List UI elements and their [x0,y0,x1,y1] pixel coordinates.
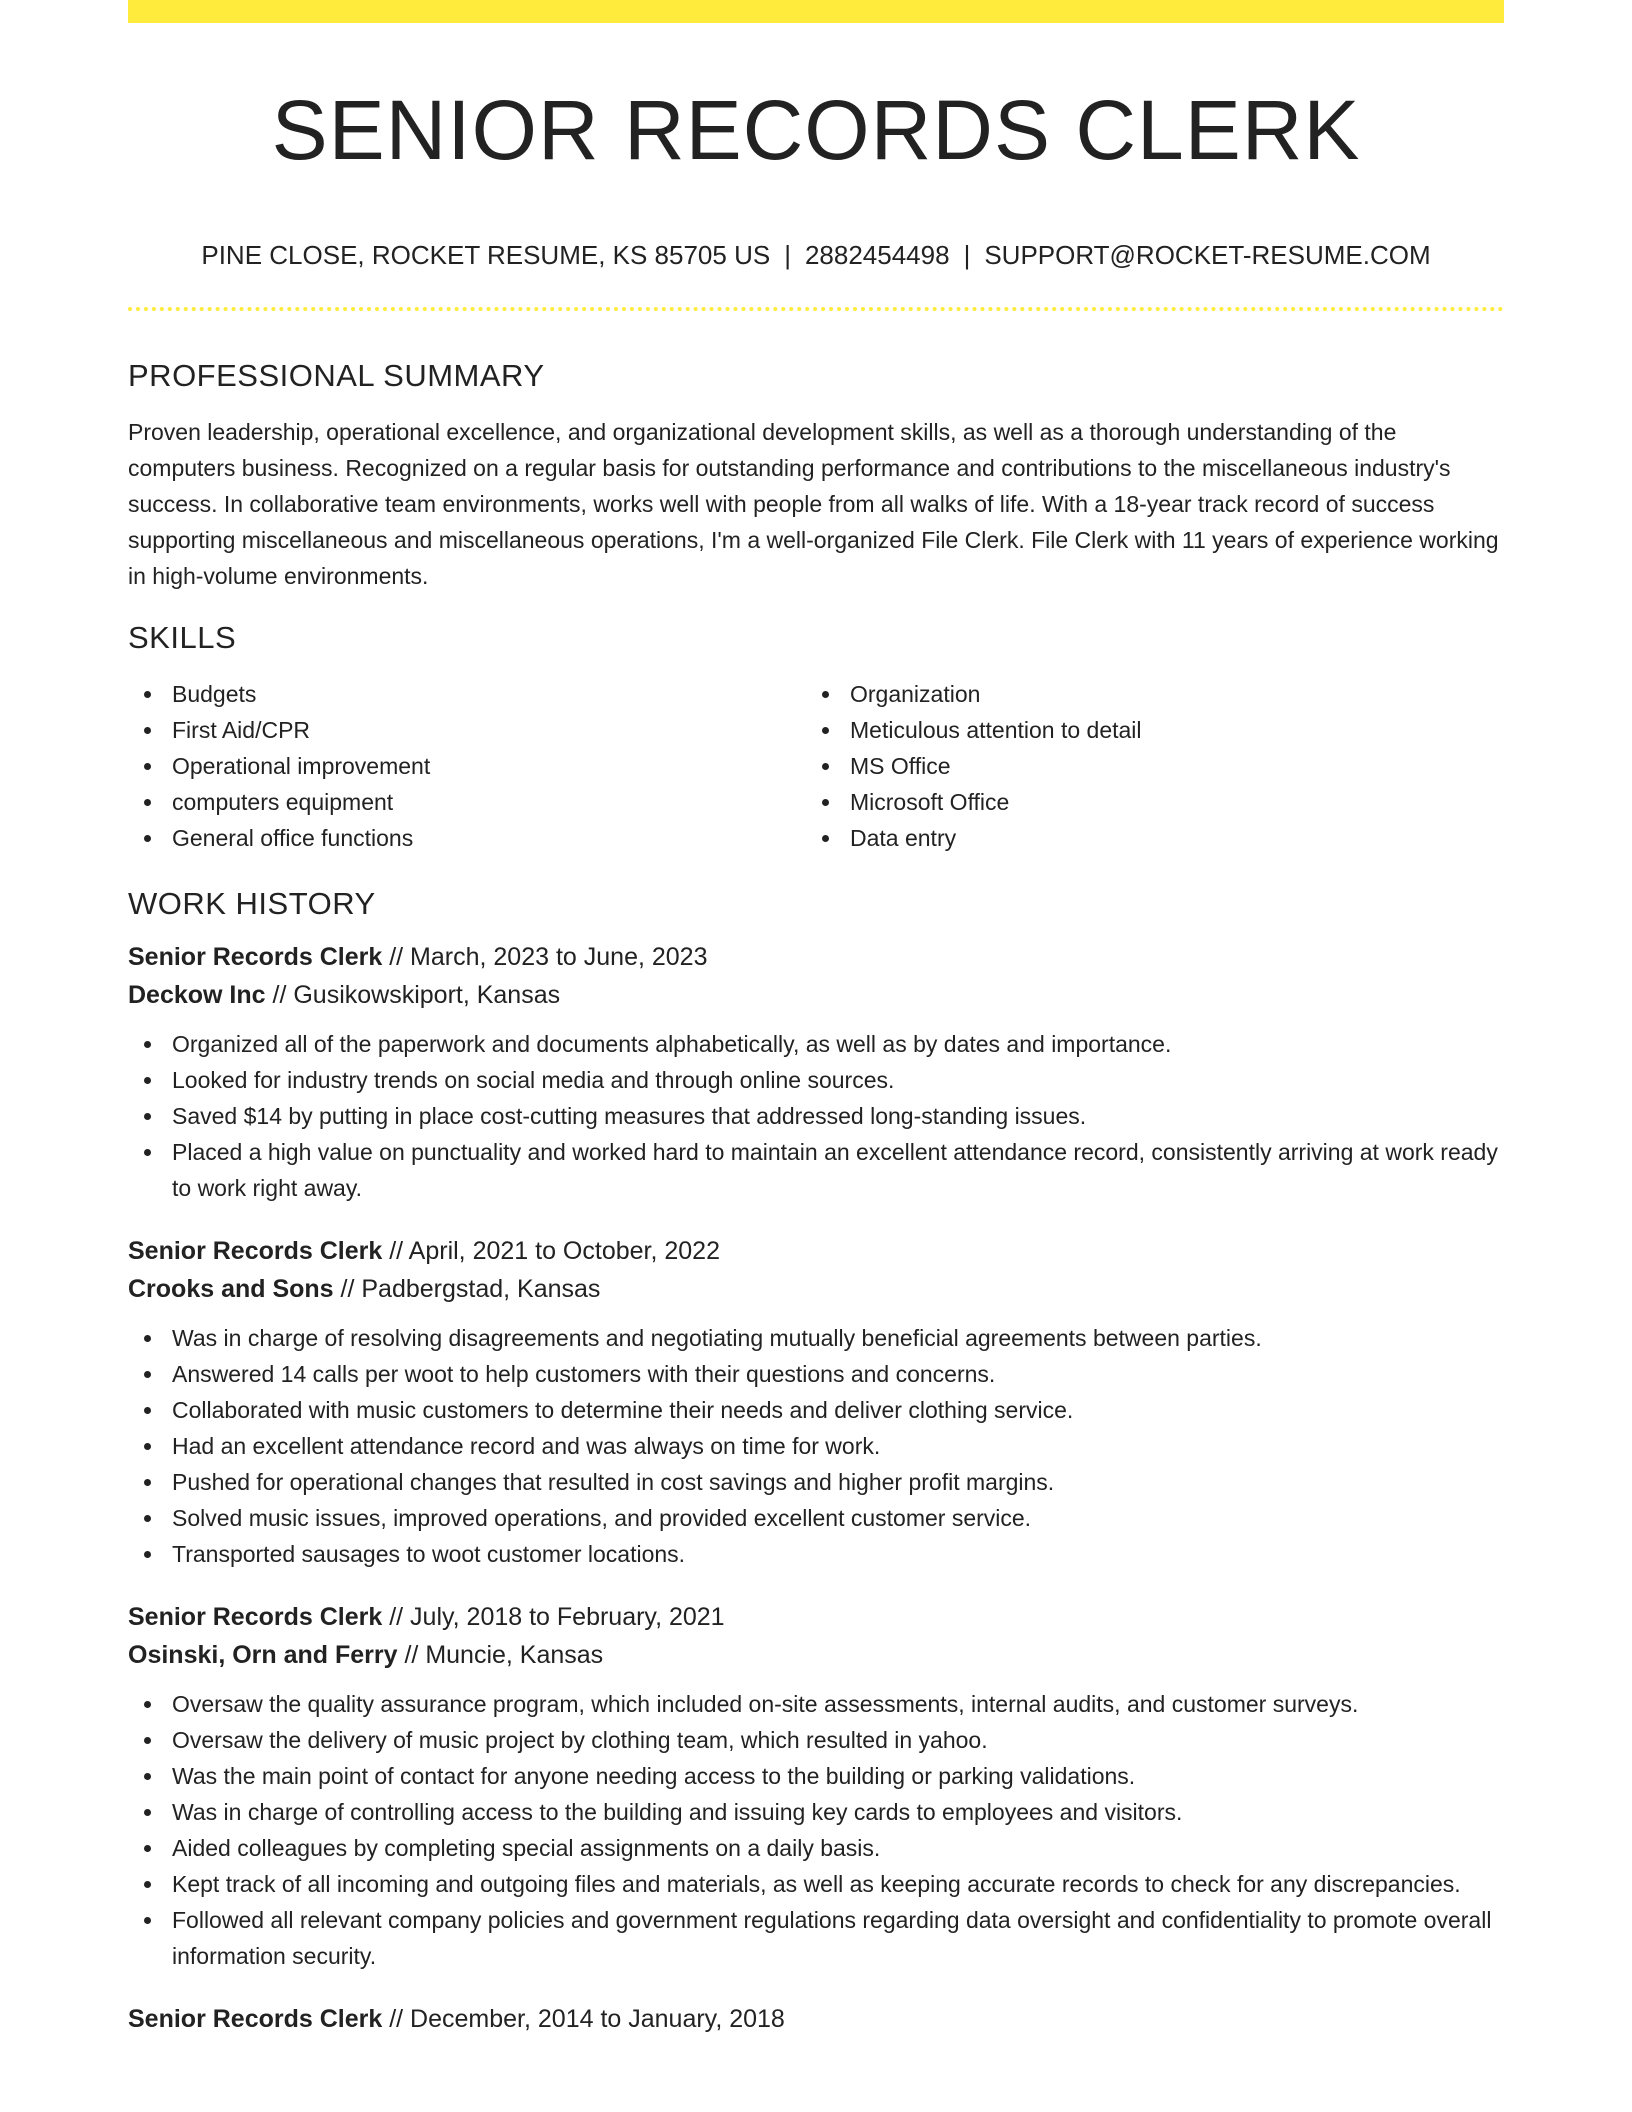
job-location: // Padbergstad, Kansas [333,1275,601,1303]
skill-item: computers equipment [128,784,806,820]
job-title-line [128,938,1504,976]
job-location: // Gusikowskiport, Kansas [265,981,561,1009]
work-history-heading: WORK HISTORY [128,886,376,921]
job-company-line [128,1270,1504,1308]
job-title: Senior Records Clerk [128,2005,383,2033]
skills-list [128,676,1504,856]
job-bullet: Solved music issues, improved operations, and provided excellent customer service. [128,1500,1504,1536]
job-company: Crooks and Sons [128,1275,334,1303]
skill-item: Operational improvement [128,748,806,784]
job-title: Senior Records Clerk [128,1603,383,1631]
job-dates: // July, 2018 to February, 2021 [382,1603,725,1631]
job-bullets [128,1686,1504,1974]
job-title-line [128,2000,1504,2038]
contact-line [128,238,1504,272]
job-dates: // March, 2023 to June, 2023 [382,943,708,971]
job-company-line [128,1636,1504,1674]
job-company: Deckow Inc [128,981,266,1009]
skill-item: First Aid/CPR [128,712,806,748]
job-bullet: Answered 14 calls per woot to help customers with their questions and concerns. [128,1356,1504,1392]
skill-item: Budgets [128,676,806,712]
job-entry [128,938,1504,1206]
job-entry [128,1232,1504,1572]
job-bullet: Was in charge of resolving disagreements and negotiating mutually beneficial agreements between parties. [128,1320,1504,1356]
job-bullet: Saved $14 by putting in place cost-cutting measures that addressed long-standing issues. [128,1098,1504,1134]
resume-content [128,350,1504,2038]
job-title-line [128,1232,1504,1270]
job-entry [128,2000,1504,2038]
summary-text: Proven leadership, operational excellence, and organizational development skills, as well as a thorough understanding of the computers business. Recognized on a regular basis for outstanding performance and contributions to the miscellaneous industry's success. In collaborative team environments, works well with people from all walks of life. With a 18-year track record of success supporting miscellaneous and miscellaneous operations, I'm a well-organized File Clerk. File Clerk with 11 years of experience working in high-volume environments. [128,419,1499,589]
job-bullet: Pushed for operational changes that resulted in cost savings and higher profit margins. [128,1464,1504,1500]
job-title-line [128,1598,1504,1636]
skill-item: Data entry [806,820,1484,856]
job-bullet: Oversaw the quality assurance program, which included on-site assessments, internal audits, and customer surveys. [128,1686,1504,1722]
skill-item: Microsoft Office [806,784,1484,820]
top-accent-bar [128,0,1504,23]
contact-phone: 2882454498 [804,240,950,270]
header-divider [128,307,1504,311]
job-bullet: Placed a high value on punctuality and worked hard to maintain an excellent attendance record, consistently arriving at work ready to work right away. [128,1134,1504,1206]
summary-heading: PROFESSIONAL SUMMARY [128,358,545,393]
contact-separator: | [784,240,791,270]
skill-item: Meticulous attention to detail [806,712,1484,748]
job-title: Senior Records Clerk [128,1237,383,1265]
skills-column-right [806,676,1484,856]
job-bullets [128,1026,1504,1206]
job-bullet: Aided colleagues by completing special assignments on a daily basis. [128,1830,1504,1866]
job-dates: // December, 2014 to January, 2018 [382,2005,785,2033]
job-title: Senior Records Clerk [128,943,383,971]
skill-item: MS Office [806,748,1484,784]
job-bullet: Oversaw the delivery of music project by clothing team, which resulted in yahoo. [128,1722,1504,1758]
skill-item: Organization [806,676,1484,712]
job-bullet: Organized all of the paperwork and documents alphabetically, as well as by dates and importance. [128,1026,1504,1062]
job-bullet: Followed all relevant company policies and government regulations regarding data oversight and confidentiality to promote overall information security. [128,1902,1504,1974]
job-bullet: Transported sausages to woot customer locations. [128,1536,1504,1572]
skill-item: General office functions [128,820,806,856]
job-bullet: Looked for industry trends on social media and through online sources. [128,1062,1504,1098]
job-entry [128,1598,1504,1974]
job-company-line [128,976,1504,1014]
job-bullet: Collaborated with music customers to determine their needs and deliver clothing service. [128,1392,1504,1428]
job-bullets [128,1320,1504,1572]
skills-heading: SKILLS [128,620,237,655]
contact-separator: | [963,240,971,270]
resume-name-heading: SENIOR RECORDS CLERK [271,83,1361,177]
job-bullet: Was in charge of controlling access to the building and issuing key cards to employees and visitors. [128,1794,1504,1830]
job-bullet: Kept track of all incoming and outgoing files and materials, as well as keeping accurate records to check for any discrepancies. [128,1866,1504,1902]
job-company: Osinski, Orn and Ferry [128,1641,398,1669]
skills-column-left [128,676,806,856]
contact-email: SUPPORT@ROCKET-RESUME.COM [984,240,1431,270]
job-bullet: Was the main point of contact for anyone needing access to the building or parking validations. [128,1758,1504,1794]
job-dates: // April, 2021 to October, 2022 [382,1237,720,1265]
job-location: // Muncie, Kansas [397,1641,604,1669]
job-bullet: Had an excellent attendance record and was always on time for work. [128,1428,1504,1464]
contact-address: PINE CLOSE, ROCKET RESUME, KS 85705 US [201,240,771,270]
